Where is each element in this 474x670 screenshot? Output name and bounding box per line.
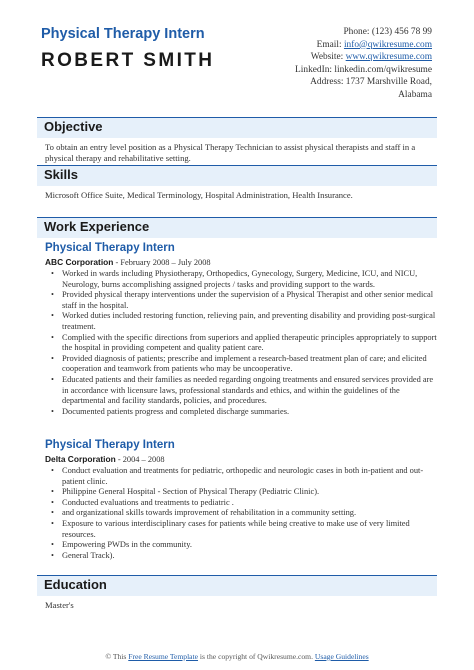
objective-title: Objective (44, 119, 103, 134)
list-item: • Complied with the specific directions from superiors and applied therapeutic principles appropriately to support the hospital in providing competent and quality patient care. (45, 333, 437, 354)
contact-block (232, 26, 432, 102)
list-item: • Provided diagnosis of patients; prescribe and implement a research-based treatment plan of care; and elicited cooperation and teamwork from patients who may be uncooperative. (45, 354, 437, 375)
list-item: • Exposure to various interdisciplinary cases for patients while being creative to make use of very limited resources. (45, 519, 437, 540)
contact-phone: Phone: (123) 456 78 99 (343, 27, 432, 37)
contact-email-row (232, 39, 432, 52)
contact-email-label: Email: (316, 39, 344, 50)
job-2-bullets (45, 466, 437, 561)
contact-website-label: Website: (310, 52, 346, 63)
list-item: • Worked in wards including Physiotherapy, Orthopedics, Gynecology, Surgery, Medicine, ICU, and NICU, Neurology, burns accomplishing assigned projects / tasks and providing support to the wards. (45, 269, 437, 290)
list-item: • Worked duties included restoring function, relieving pain, and preventing disability and providing post-surgical treatment. (45, 311, 437, 332)
footer-prefix: © This (105, 652, 129, 661)
free-resume-template-link[interactable]: Free Resume Template (128, 652, 199, 661)
header-job-title: Physical Therapy Intern (41, 26, 205, 42)
education-title: Education (44, 577, 107, 592)
contact-website-row (232, 51, 432, 64)
list-item: • Documented patients progress and completed discharge summaries. (45, 407, 437, 418)
job-2-meta (45, 454, 165, 464)
skills-text: Microsoft Office Suite, Medical Terminology, Hospital Administration, Health Insurance. (45, 190, 353, 200)
resume-header (0, 0, 474, 112)
list-item: • Conduct evaluation and treatments for pediatric, orthopedic and neurologic cases in both in-patient and out-patient clinic. (45, 466, 437, 487)
contact-address-line2: Alabama (398, 89, 432, 100)
job-1-meta (45, 257, 211, 267)
contact-linkedin: LinkedIn: linkedin.com/qwikresume (295, 64, 432, 75)
skills-title: Skills (44, 167, 78, 182)
contact-address-line1: Address: 1737 Marshville Road, (310, 77, 432, 88)
list-item: • Philippine General Hospital - Section of Physical Therapy (Pediatric Clinic). (45, 487, 437, 498)
list-item: • Conducted evaluations and treatments to pediatric . (45, 498, 437, 509)
objective-text: To obtain an entry level position as a Physical Therapy Technician to assist physical therapists and staff in a physical therapy and rehabilitative setting. (45, 142, 416, 163)
objective-section-header (37, 117, 437, 138)
education-text: Master's (45, 600, 74, 610)
job-2-company: Delta Corporation (45, 454, 116, 464)
contact-email-link[interactable]: info@qwikresume.com (343, 39, 432, 50)
education-section-header (37, 575, 437, 596)
list-item: • Educated patients and their families as needed regarding ongoing treatments and ensured services provided are in accordance with licensure laws, professional standards and ethics, and within the guidelines of the departmental and facility standards, policies, and procedures. (45, 375, 437, 407)
skills-section-header (37, 165, 437, 186)
experience-section-header (37, 217, 437, 238)
copyright-footer (0, 652, 474, 661)
list-item: • Empowering PWDs in the community. (45, 540, 437, 551)
usage-guidelines-link[interactable]: Usage Guidelines (314, 652, 369, 661)
job-1-dates: - February 2008 – July 2008 (113, 258, 211, 267)
job-1-title: Physical Therapy Intern (45, 242, 175, 254)
list-item: • and organizational skills towards improvement of rehabilitation in a community setting. (45, 508, 437, 519)
list-item: • Provided physical therapy interventions under the supervision of a Physical Therapist and other senior medical staff in the hospital. (45, 290, 437, 311)
list-item: • General Track). (45, 551, 437, 562)
candidate-name: ROBERT SMITH (41, 50, 215, 71)
job-2-title: Physical Therapy Intern (45, 439, 175, 451)
footer-middle: is the copyright of Qwikresume.com. (198, 652, 315, 661)
job-1-bullets (45, 269, 437, 417)
experience-title: Work Experience (44, 219, 150, 234)
contact-website-link[interactable]: www.qwikresume.com (345, 52, 432, 63)
job-2-dates: - 2004 – 2008 (115, 455, 165, 464)
job-1-company: ABC Corporation (45, 257, 114, 267)
